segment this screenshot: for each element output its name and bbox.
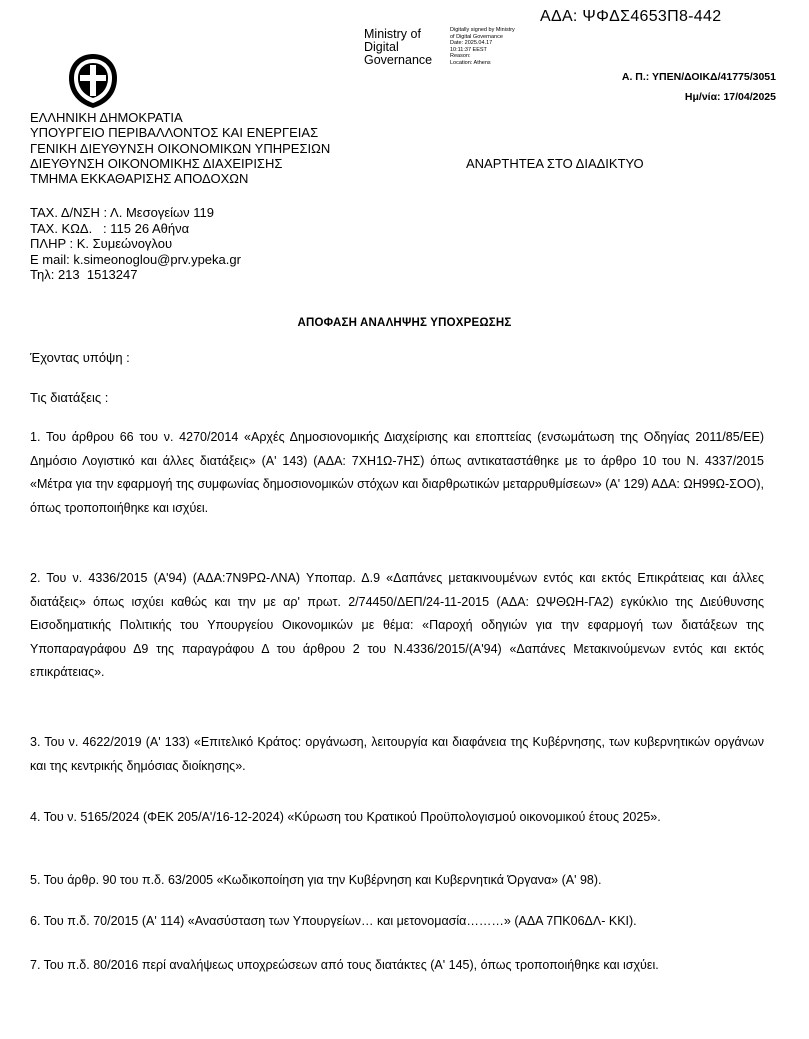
provision-paragraph-3: 3. Του ν. 4622/2019 (Α' 133) «Επιτελικό Κράτος: οργάνωση, λειτουργία και διαφάνεια της Κυβέρνησης, των κυβερνητικών οργάνων και της κεντρικής δημόσιας διοίκησης». — [30, 735, 764, 773]
header-line: ΔΙΕΥΘΥΝΣΗ ΟΙΚΟΝΟΜΙΚΗΣ ΔΙΑΧΕΙΡΙΣΗΣ — [30, 155, 283, 171]
ministry-line: Digital — [364, 40, 399, 54]
protocol-block — [622, 67, 776, 107]
header-line: ΓΕΝΙΚΗ ΔΙΕΥΘΥΝΣΗ ΟΙΚΟΝΟΜΙΚΩΝ ΥΠΗΡΕΣΙΩΝ — [30, 140, 331, 156]
protocol-date: Ημ/νία: 17/04/2025 — [684, 91, 776, 103]
contact-address: ΤΑΧ. Δ/ΝΣΗ : Λ. Μεσογείων 119 — [30, 205, 215, 220]
signature-line: 10:11:37 EEST — [450, 46, 487, 53]
header-line: ΤΜΗΜΑ ΕΚΚΑΘΑΡΙΣΗΣ ΑΠΟΔΟΧΩΝ — [30, 171, 249, 187]
signature-line: Date: 2025.04.17 — [450, 40, 493, 47]
greek-emblem-icon — [63, 50, 123, 110]
signature-line: of Digital Governance — [450, 33, 503, 40]
signature-line: Location: Athens — [450, 59, 491, 66]
document-title: ΑΠΟΦΑΣΗ ΑΝΑΛΗΨΗΣ ΥΠΟΧΡΕΩΣΗΣ — [297, 317, 512, 329]
contact-person: ΠΛΗΡ : Κ. Συμεώνογλου — [30, 236, 173, 251]
provisions-label: Τις διατάξεις : — [30, 390, 109, 405]
signature-line: Digitally signed by Ministry — [450, 27, 515, 33]
provision-paragraph-5: 5. Του άρθρ. 90 του π.δ. 63/2005 «Κωδικοποίηση για την Κυβέρνηση και Κυβερνητικά Όργανα» (Α' 98). — [30, 873, 602, 887]
contact-postcode: ΤΑΧ. ΚΩΔ. : 115 26 Αθήνα — [30, 220, 190, 236]
signature-line: Reason: — [450, 53, 471, 60]
provision-paragraph-1: 1. Του άρθρου 66 του ν. 4270/2014 «Αρχές Δημοσιονομικής Διαχείρισης και εποπτείας (ενσωμάτωση της Οδηγίας 2011/85/ΕΕ) Δημόσιο Λογιστικό και άλλες διατάξεις» (Α' 143) (ΑΔΑ: 7ΧΗ1Ω-7ΗΣ) όπως αντικαταστάθηκε με το άρθρο 10 του Ν. 4337/2015 «Μέτρα για την εφαρμογή της συμφωνίας δημοσιονομικών στόχων και διαρθρωτικών μεταρρυθμίσεων» (Α' 129) ΑΔΑ: ΩΗ99Ω-ΣΟΟ), όπως τροποποιήθηκε και ισχύει. — [30, 430, 764, 515]
post-online-label: ΑΝΑΡΤΗΤΕΑ ΣΤΟ ΔΙΑΔΙΚΤΥΟ — [466, 156, 644, 171]
signer-ministry — [364, 28, 432, 67]
contact-block — [30, 205, 241, 283]
provision-paragraph-6: 6. Του π.δ. 70/2015 (Α' 114) «Ανασύσταση των Υπουργείων… και μετονομασία………» (ΑΔΑ 7ΠΚ06ΔΛ- ΚΚΙ). — [30, 914, 637, 928]
digital-signature — [450, 27, 515, 67]
ministry-line: Ministry of — [364, 27, 421, 41]
provision-paragraph-4: 4. Του ν. 5165/2024 (ΦΕΚ 205/Α'/16-12-2024) «Κύρωση του Κρατικού Προϋπολογισμού οικονομικού έτους 2025». — [30, 810, 661, 824]
contact-phone: Τηλ: 213 1513247 — [30, 267, 138, 282]
ministry-line: Governance — [364, 53, 433, 67]
header-line: ΥΠΟΥΡΓΕΙΟ ΠΕΡΙΒΑΛΛΟΝΤΟΣ ΚΑΙ ΕΝΕΡΓΕΙΑΣ — [30, 125, 319, 141]
considering-label: Έχοντας υπόψη : — [30, 350, 130, 365]
provision-paragraph-2: 2. Του ν. 4336/2015 (Α'94) (ΑΔΑ:7Ν9ΡΩ-ΛΝΑ) Υποπαρ. Δ.9 «Δαπάνες μετακινουμένων εντός και εκτός Επικράτειας και άλλες διατάξεις» όπως ισχύει καθώς και την με αρ' πρωτ. 2/74450/ΔΕΠ/24-11-2015 (ΑΔΑ: ΩΨΘΩΗ-ΓΑ2) εγκύκλιο της Διεύθυνσης Εισοδηματικής Πολιτικής του Υπουργείου Οικονομικών με θέμα: «Παροχή οδηγιών για την εφαρμογή των διατάξεων της Υποπαραγράφου Δ9 της παραγράφου Δ του άρθρου 2 του Ν.4336/2015/(Α'94) «Δαπάνες Μετακινούμενων εντός και εκτός επικράτειας». — [30, 571, 764, 679]
provision-paragraph-7: 7. Του π.δ. 80/2016 περί αναλήψεως υποχρεώσεων από τους διατάκτες (Α' 145), όπως τροποποιήθηκε και ισχύει. — [30, 958, 659, 972]
ada-code: ΑΔΑ: ΨΦΔΣ4653Π8-442 — [540, 8, 722, 25]
issuer-header — [30, 110, 330, 186]
protocol-number: Α. Π.: ΥΠΕΝ/ΔΟΙΚΔ/41775/3051 — [621, 71, 776, 83]
contact-email: E mail: k.simeonoglou@prv.ypeka.gr — [30, 251, 241, 267]
header-line: ΕΛΛΗΝΙΚΗ ΔΗΜΟΚΡΑΤΙΑ — [30, 110, 183, 125]
